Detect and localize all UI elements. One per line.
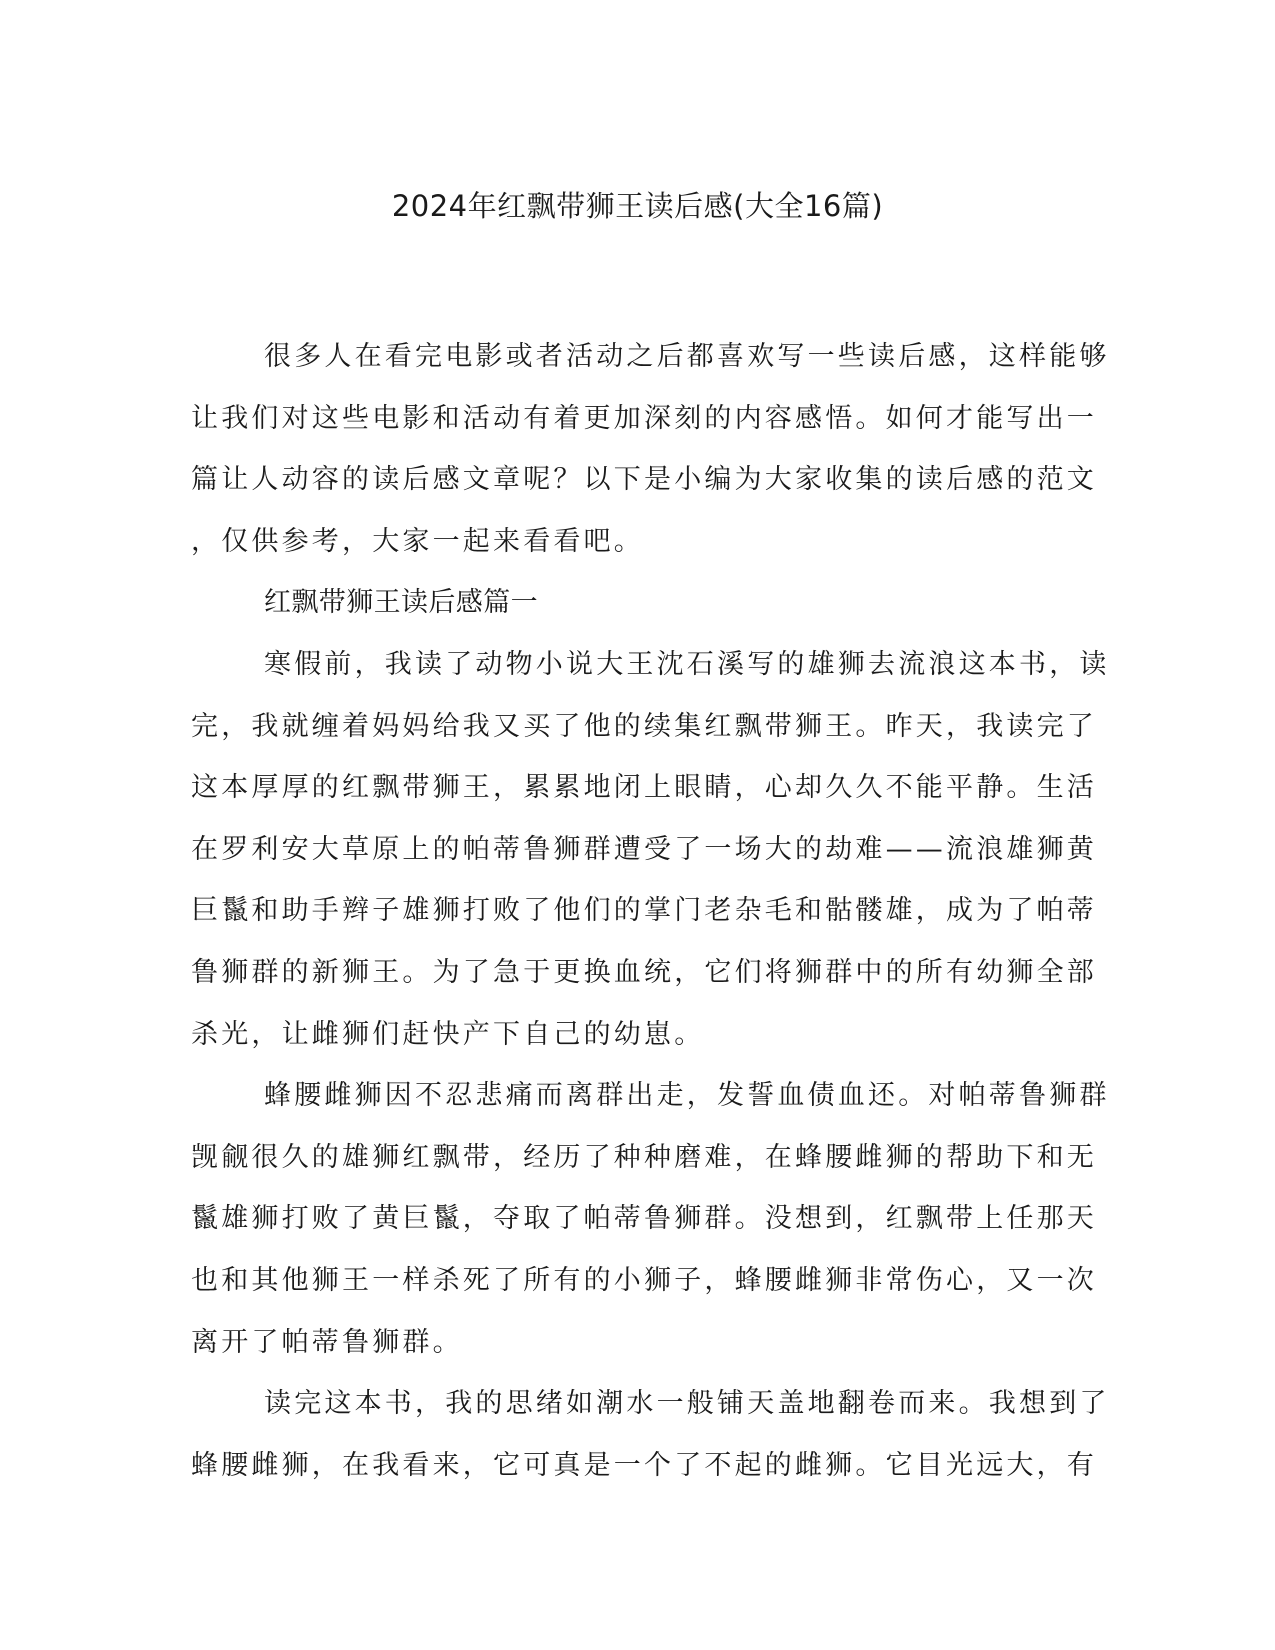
paragraph-line: 蜂腰雌狮因不忍悲痛而离群出走，发誓血债血还。对帕蒂鲁狮群	[264, 1080, 1110, 1112]
paragraph-line: 觊觎很久的雄狮红飘带，经历了种种磨难，在蜂腰雌狮的帮助下和无	[191, 1141, 1097, 1173]
paragraph-line: 这本厚厚的红飘带狮王，累累地闭上眼睛，心却久久不能平静。生活	[191, 772, 1097, 804]
paragraph-line: 也和其他狮王一样杀死了所有的小狮子，蜂腰雌狮非常伤心，又一次	[191, 1264, 1097, 1296]
paragraph-line: 篇让人动容的读后感文章呢？以下是小编为大家收集的读后感的范文	[191, 464, 1097, 496]
paragraph-line: 杀光，让雌狮们赶快产下自己的幼崽。	[191, 1018, 705, 1050]
paragraph-line: 蜂腰雌狮，在我看来，它可真是一个了不起的雌狮。它目光远大，有	[191, 1449, 1097, 1481]
paragraph-line: ，仅供参考，大家一起来看看吧。	[191, 525, 644, 557]
paragraph-line: 在罗利安大草原上的帕蒂鲁狮群遭受了一场大的劫难——流浪雄狮黄	[191, 833, 1097, 865]
paragraph-line: 离开了帕蒂鲁狮群。	[191, 1326, 463, 1358]
paragraph-line: 鲁狮群的新狮王。为了急于更换血统，它们将狮群中的所有幼狮全部	[191, 956, 1097, 988]
paragraph-line: 鬣雄狮打败了黄巨鬣，夺取了帕蒂鲁狮群。没想到，红飘带上任那天	[191, 1203, 1097, 1235]
paragraph-line: 很多人在看完电影或者活动之后都喜欢写一些读后感，这样能够	[264, 341, 1110, 372]
paragraph-line: 寒假前，我读了动物小说大王沈石溪写的雄狮去流浪这本书，读	[264, 648, 1110, 680]
paragraph-line: 让我们对这些电影和活动有着更加深刻的内容感悟。如何才能写出一	[191, 402, 1097, 434]
document-body	[191, 326, 1110, 1496]
paragraph-line: 读完这本书，我的思绪如潮水一般铺天盖地翻卷而来。我想到了	[264, 1388, 1110, 1420]
paragraph-line: 巨鬣和助手辫子雄狮打败了他们的掌门老杂毛和骷髅雄，成为了帕蒂	[191, 895, 1097, 927]
document-title: 2024年红飘带狮王读后感(大全16篇)	[391, 189, 884, 223]
section-heading: 红飘带狮王读后感篇一	[264, 587, 538, 619]
paragraph-line: 完，我就缠着妈妈给我又买了他的续集红飘带狮王。昨天，我读完了	[191, 710, 1097, 742]
